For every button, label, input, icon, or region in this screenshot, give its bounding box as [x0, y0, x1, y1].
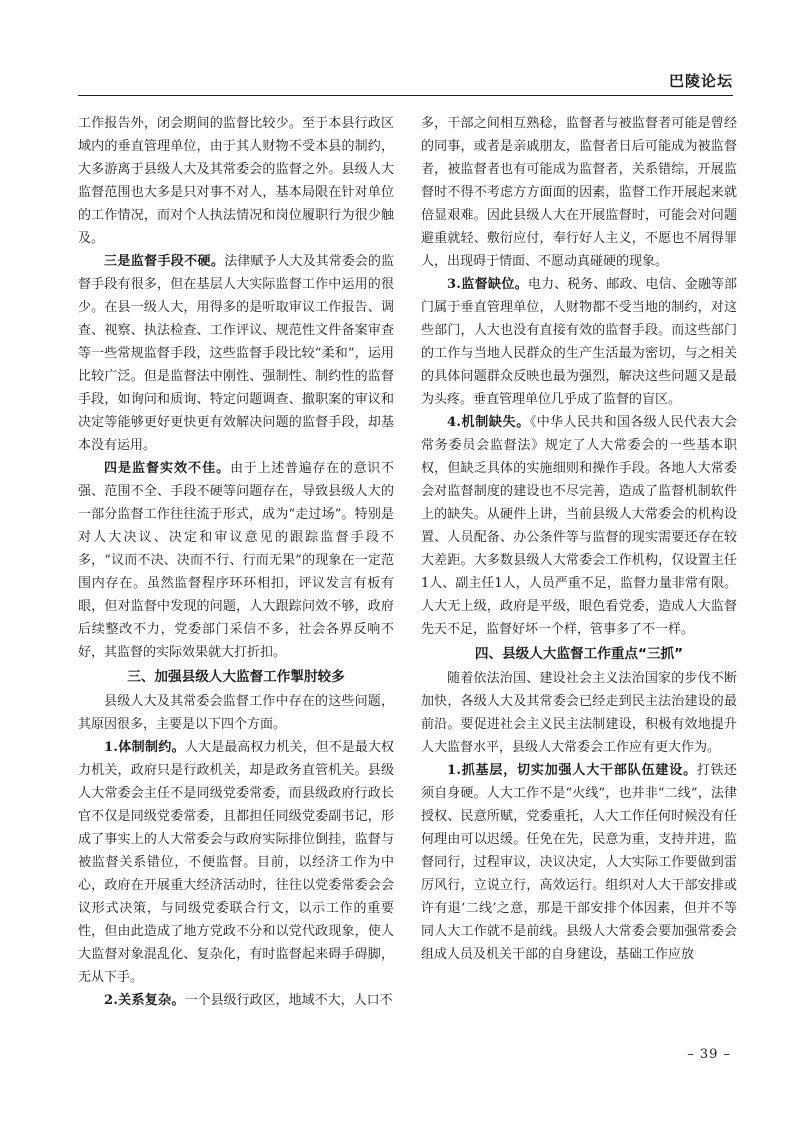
paragraph — [421, 759, 737, 966]
paragraph — [78, 989, 394, 1012]
paragraph-lead: 四是监督实效不佳。 — [104, 461, 231, 476]
paragraph-lead: 2.关系复杂。 — [104, 993, 185, 1008]
paragraph: 工作报告外，闭会期间的监督比较少。至于本县行政区域内的垂直管理单位，由于其人财物不受本县的制约，大多游离于县级人大及其常委会的监督之外。县级人大监督范围也大多是只对事不对人，基本局限在针对单位的工作情况，而对个人执法情况和岗位履职行为很少触及。 — [78, 116, 394, 246]
paragraph-lead: 1.抓基层，切实加强人大干部队伍建设。 — [447, 763, 697, 778]
paragraph — [421, 273, 737, 411]
paragraph — [78, 457, 394, 664]
section-heading: 三、加强县级人大监督工作掣肘较多 — [127, 669, 345, 685]
page-number: – 39 – — [687, 1047, 731, 1062]
paragraph-body: 《中华人民共和国各级人民代表大会常务委员会监督法》规定了人大常委会的一些基本职权，但缺乏具体的实施细则和操作手段。各地人大常委会对监督制度的建设也不尽完善，造成了监督机制软件上的缺失。从硬件上讲，当前县级人大常委会的机构设置、人员配备、办公条件等与监督的现实需要还存在较大差距。大多数县级人大常委会工作机构，仅设置主任1人、副主任1人，人员严重不足，监督力量非常有限。人大无上级，政府是平级，眼色看党委，造成人大监督先天不足，监督好坏一个样，管事多了不一样。 — [421, 415, 737, 637]
paragraph-body: 电力、税务、邮政、电信、金融等部门属于垂直管理单位，人财物都不受当地的制约，对这些部门，人大也没有直接有效的监督手段。而这些部门的工作与当地人民群众的生产生活最为密切，与之相关的具体问题群众反映也最为强烈，解决这些问题又是最为头疼。垂直管理单位几乎成了监督的盲区。 — [421, 277, 737, 407]
paragraph-body: 一个县级行政区，地域不大，人口不 — [184, 993, 393, 1008]
paragraph-lead: 三是监督手段不硬。 — [104, 254, 225, 269]
paragraph-lead: 3.监督缺位。 — [447, 277, 529, 292]
paragraph-body: 由于上述普遍存在的意识不强、范围不全、手段不硬等问题存在，导致县级人大的一部分监督工作往往流于形式，成为“走过场”。特别是对人大决议、决定和审议意见的跟踪监督手段不多，“议而不决、决而不行、行而无果”的现象在一定范围内存在。虽然监督程序环环相扣，评议发言有板有眼，但对监督中发现的问题，人大跟踪问效不够，政府后续整改不力，党委部门采信不多，社会各界反响不好，其监督的实际效果就大打折扣。 — [78, 461, 394, 660]
right-column — [421, 112, 737, 966]
paragraph-lead: 1.体制制约。 — [104, 740, 186, 755]
paragraph: 多，干部之间相互熟稔，监督者与被监督者可能是曾经的同事，或者是亲戚朋友，监督者日后可能成为被监督者，被监督者也有可能成为监督者，关系错综，开展监督时不得不考虑方方面面的因素，监督工作开展起来就倍显艰难。因此县级人大在开展监督时，可能会对问题避重就轻、敷衍应付，奉行好人主义，不愿也不屑得罪人，出现碍于情面、不愿动真碰硬的现象。 — [421, 116, 737, 269]
section-heading: 四、县级人大监督工作重点“三抓” — [474, 646, 684, 662]
paragraph-body: 人大是最高权力机关，但不是最大权力机关，政府只是行政机关，却是政务直管机关。县级人大常委会主任不是同级党委常委，而县级政府行政长官不仅是同级党委常委，且都担任同级党委副书记，形成了事实上的人大常委会与政府实际排位倒挂，监督与被监督关系错位，不便监督。目前，以经济工作为中心，政府在开展重大经济活动时，往往以党委常委会会议形式决策，与同级党委联合行文，以示工作的重要性，但由此造成了地方党政不分和以党代政现象，使人大监督对象混乱化、复杂化，有时监督起来碍手碍脚，无从下手。 — [78, 740, 394, 985]
paragraph-body: 打铁还须自身硬。人大工作不是“火线”，也并非“二线”，法律授权、民意所赋，党委重托，人大工作任何时候没有任何理由可以迟缓。任免在先，民意为重，支持并进，监督同行，过程审议，决议决定，人大实际工作要做到雷厉风行，立说立行，高效运行。组织对人大干部安排或许有退‘二线’之意，那是干部安排个体因素，但并不等同人大工作就不是前线。县级人大常委会要加强常委会组成人员及机关干部的自身建设，基础工作应放 — [421, 763, 737, 962]
header-rule — [78, 95, 733, 96]
paragraph-lead: 4.机制缺失。 — [447, 415, 530, 430]
paragraph-body: 法律赋予人大及其常委会的监督手段有很多，但在基层人大实际监督工作中运用的很少。在县一级人大，用得多的是听取审议工作报告、调查、视察、执法检查、工作评议、规范性文件备案审查等一些常规监督手段，这些监督手段比较“柔和”，运用比较广泛。但是监督法中刚性、强制性、制约性的监督手段，如询问和质询、特定问题调查、撤职案的审议和决定等能够更好更快更有效解决问题的监督手段，却基本没有运用。 — [78, 254, 394, 453]
paragraph: 县级人大及其常委会监督工作中存在的这些问题，其原因很多，主要是以下四个方面。 — [78, 694, 394, 732]
paragraph — [78, 736, 394, 989]
paragraph — [78, 250, 394, 457]
paragraph: 随着依法治国、建设社会主义法治国家的步伐不断加快，各级人大及其常委会已经走到民主法治建设的最前沿。要促进社会主义民主法制建设，积极有效地提升人大监督水平，县级人大常委会工作应有更大作为。 — [421, 671, 737, 755]
journal-name: 巴陵论坛 — [668, 72, 733, 90]
left-column — [78, 112, 394, 1012]
paragraph — [421, 411, 737, 641]
